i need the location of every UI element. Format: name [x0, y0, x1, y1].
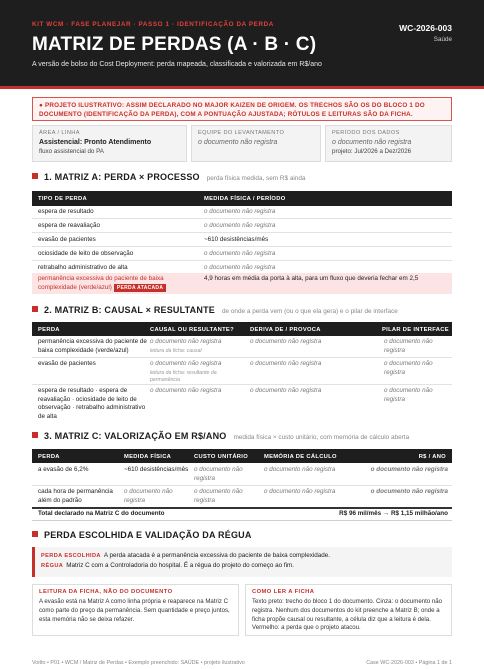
ruler-line: [41, 561, 446, 571]
kicker: KIT WCM · FASE PLANEJAR · PASSO 1 · IDENTIFICAÇÃO DA PERDA: [32, 21, 274, 28]
box-body: A evasão está na Matriz A como linha própria e reaparece na Matriz C como parte do preço da permanência. Sem quantidade e preço juntos, esta memória não se deixa refazer.: [39, 598, 230, 623]
how-to-read-box: [245, 584, 452, 636]
loss-type: espera de resultado: [38, 208, 94, 215]
loss-measure: o documento não registra: [204, 222, 276, 229]
col-header: PERDA: [38, 327, 60, 333]
causal-note: leitura da ficha: causal: [150, 347, 202, 354]
loss-type: espera de reavaliação: [38, 222, 100, 229]
section-marker: [32, 306, 38, 312]
matrix-a-header: [32, 191, 452, 206]
matrix-c-header: [32, 449, 452, 463]
chosen-loss-line: [41, 551, 446, 561]
section-matrix-a: [32, 172, 306, 182]
meta-period: [325, 125, 452, 162]
valued-loss: cada hora de permanência além do padrão: [38, 488, 113, 504]
causal-type: o documento não registra: [150, 387, 222, 394]
loss-measure: o documento não registra: [204, 208, 276, 215]
total-value: R$ 96 mil/mês → R$ 1,15 milhão/ano: [339, 510, 448, 517]
section-note: perda física medida, sem R$ ainda: [206, 175, 306, 182]
section-title: 1. MATRIZ A: PERDA × PROCESSO: [44, 172, 200, 182]
derives-from: o documento não registra: [250, 387, 322, 394]
unit-cost: o documento não registra: [194, 488, 243, 504]
ruler-text: Matriz C com a Controladoria do hospital. É a régua do projeto do começo ao fim.: [66, 562, 295, 570]
header-divider: [0, 86, 484, 89]
physical-measure: o documento não registra: [124, 488, 173, 504]
col-header: PERDA: [38, 454, 60, 460]
meta-value: o documento não registra: [332, 139, 412, 146]
footer-left: Voitto • P01 • WCM / Matriz de Perdas • Exemplo preenchido: SAÚDE • projeto ilustrativo: [32, 660, 245, 666]
interface-pillar: o documento não registra: [384, 387, 433, 403]
page-header: [0, 0, 484, 86]
row-divider: [32, 218, 452, 219]
row-divider: [32, 260, 452, 261]
total-bottom-divider: [32, 520, 452, 521]
causal-type-value: o documento não registra: [150, 338, 222, 345]
derives-from: o documento não registra: [250, 360, 322, 367]
loss-measure: o documento não registra: [204, 264, 276, 271]
meta-area: [32, 125, 187, 162]
col-header: CAUSAL OU RESULTANTE?: [150, 327, 234, 333]
row-divider: [32, 357, 452, 358]
col-header: MEDIDA FÍSICA: [124, 454, 172, 460]
row-divider: [32, 485, 452, 486]
section-marker: [32, 531, 38, 537]
chosen-loss-key: PERDA ESCOLHIDA: [41, 553, 101, 559]
box-title: COMO LER A FICHA: [252, 589, 315, 595]
calc-memo: o documento não registra: [264, 466, 336, 473]
meta-value: o documento não registra: [198, 139, 278, 146]
matrix-b-header: [32, 322, 452, 336]
annual-value: o documento não registra: [370, 488, 448, 495]
ruler-key: RÉGUA: [41, 563, 64, 570]
valued-loss: a evasão de 6,2%: [38, 466, 89, 473]
meta-value: Assistencial: Pronto Atendimento: [39, 139, 152, 146]
illustrative-notice: ● PROJETO ILUSTRATIVO: ASSIM DECLARADO NO MAJOR KAIZEN DE ORIGEM. OS TRECHOS SÃO OS DO BLOCO 1 DO DOCUMENTO (IDENTIFICAÇÃO DA PERDA), COM A PONTUAÇÃO AJUSTADA; RÓTULOS E LEITURAS SÃO DA FICHA.: [32, 97, 452, 121]
reading-note-box: [32, 584, 239, 636]
loss-measure: o documento não registra: [204, 250, 276, 257]
col-header: DERIVA DE / PROVOCA: [250, 327, 321, 333]
col-header: R$ / ANO: [418, 454, 446, 460]
case-sector: Saúde: [433, 36, 452, 43]
row-divider: [32, 246, 452, 247]
section-choice: [32, 530, 252, 540]
chosen-loss-panel: [32, 547, 452, 577]
row-divider: [32, 232, 452, 233]
section-matrix-b: [32, 305, 398, 315]
col-header: PILAR DE INTERFACE: [382, 327, 449, 333]
box-body: Texto preto: trecho do bloco 1 do documento. Cinza: o documento não registra. Nenhum dos documentos do kit preenche a Matriz B; onde a ficha propõe causal ou resultante, a célula diz que a leitura é dela. Vermelho: a perda que o projeto atacou.: [252, 598, 443, 632]
total-label: Total declarado na Matriz C do documento: [38, 510, 165, 517]
loss-type-attacked: [38, 275, 198, 292]
interface-pillar: o documento não registra: [384, 360, 433, 376]
meta-sub: projeto: Jul/2026 a Dez/2026: [332, 148, 412, 155]
loss-type: ociosidade de leito de observação: [38, 250, 134, 257]
section-note: de onde a perda vem (ou o que ela gera) e o pilar de interface: [221, 308, 398, 315]
annual-value: o documento não registra: [370, 466, 448, 473]
meta-team: [191, 125, 321, 162]
causal-loss: permanência excessiva do paciente de baixa complexidade (verde/azul): [38, 338, 147, 354]
case-code: WC-2026-003: [399, 23, 452, 33]
causal-type: [150, 338, 245, 355]
section-matrix-c: [32, 431, 409, 441]
causal-loss: espera de resultado · espera de reavaliação · ociosidade de leito de observação · retrabalho administrativo de alta: [38, 387, 146, 420]
section-note: medida física × custo unitário, com memória de cálculo aberta: [233, 434, 410, 441]
col-header: TIPO DE PERDA: [38, 196, 87, 202]
loss-type: permanência excessiva do paciente de baixa complexidade (verde/azul): [38, 275, 164, 291]
page-subtitle: A versão de bolso do Cost Deployment: perda mapeada, classificada e valorizada em R$/ano: [32, 61, 322, 68]
meta-label: EQUIPE DO LEVANTAMENTO: [198, 130, 285, 136]
loss-type: evasão de pacientes: [38, 236, 96, 243]
causal-type-value: o documento não registra: [150, 360, 222, 367]
col-header: CUSTO UNITÁRIO: [194, 454, 249, 460]
attacked-badge: PERDA ATACADA: [114, 284, 166, 293]
col-header: MEDIDA FÍSICA / PERÍODO: [204, 196, 286, 202]
meta-label: PERÍODO DOS DADOS: [332, 130, 400, 136]
causal-note: leitura da ficha: resultante da permanência: [150, 369, 217, 383]
physical-measure: ~610 desistências/mês: [124, 466, 189, 473]
section-title: 3. MATRIZ C: VALORIZAÇÃO EM R$/ANO: [44, 431, 227, 441]
footer-right: Case WC-2026-003 • Página 1 de 1: [366, 660, 452, 666]
section-marker: [32, 173, 38, 179]
box-title: LEITURA DA FICHA, NÃO DO DOCUMENTO: [39, 589, 173, 595]
derives-from: o documento não registra: [250, 338, 322, 345]
meta-label: ÁREA / LINHA: [39, 130, 80, 136]
chosen-loss-text: A perda atacada é a permanência excessiva do paciente de baixa complexidade.: [103, 552, 331, 559]
section-title: PERDA ESCOLHIDA E VALIDAÇÃO DA RÉGUA: [44, 530, 252, 540]
page-title: MATRIZ DE PERDAS (A · B · C): [32, 34, 317, 55]
causal-loss: evasão de pacientes: [38, 360, 96, 367]
total-divider: [32, 507, 452, 509]
section-title: 2. MATRIZ B: CAUSAL × RESULTANTE: [44, 305, 215, 315]
meta-sub: fluxo assistencial do PA: [39, 148, 104, 155]
unit-cost: o documento não registra: [194, 466, 243, 482]
loss-type: retrabalho administrativo de alta: [38, 264, 128, 271]
col-header: MEMÓRIA DE CÁLCULO: [264, 454, 337, 460]
loss-measure: 4,9 horas em média da porta à alta, para um fluxo que deveria fechar em 2,5: [204, 275, 419, 282]
interface-pillar: o documento não registra: [384, 338, 433, 354]
section-marker: [32, 432, 38, 438]
loss-measure: ~610 desistências/mês: [204, 236, 269, 243]
calc-memo: o documento não registra: [264, 488, 336, 495]
causal-type: [150, 360, 245, 384]
row-divider: [32, 384, 452, 385]
